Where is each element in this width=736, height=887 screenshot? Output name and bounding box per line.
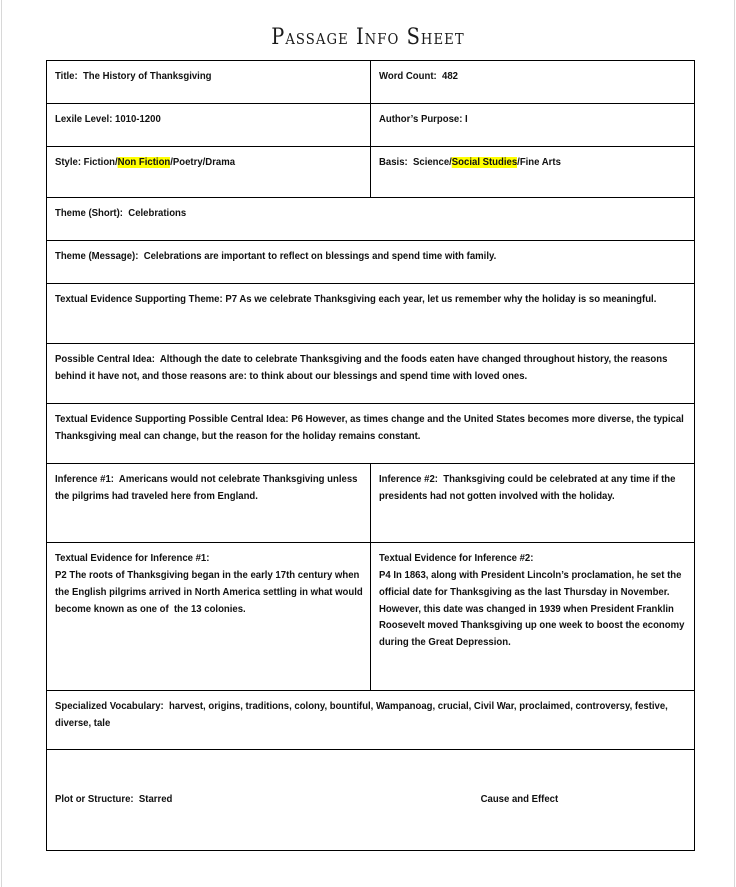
table-row [47,198,695,241]
textual-evidence-theme-text: Textual Evidence Supporting Theme: P7 As we celebrate Thanksgiving each year, let us remember why the holiday is so meaningful. [55,294,657,305]
cell-textual-evidence-inference-1 [47,543,371,691]
word-count-text: Word Count: 482 [379,71,458,82]
cell-inference-2 [371,464,695,543]
textual-evidence-central-idea-text: Textual Evidence Supporting Possible Central Idea: P6 However, as times change and the United States becomes more diverse, the typical Thanksgiving meal can change, but the reason for the holiday remains constant. [55,414,687,442]
style-prefix: Style: Fiction/ [55,157,118,168]
cell-possible-central-idea [47,344,695,404]
basis-highlight: Social Studies [451,157,518,168]
possible-central-idea-text: Possible Central Idea: Although the date to celebrate Thanksgiving and the foods eaten have changed throughout history, the reasons behind it have not, and those reasons are: to think about our blessings and spend time with loved ones. [55,354,671,382]
textual-evidence-inference-1-heading: Textual Evidence for Inference #1: [55,553,210,564]
table-row [47,61,695,104]
cell-plot-or-structure [47,750,695,851]
style-text [55,155,363,172]
cell-style [47,147,371,198]
table-row [47,543,695,691]
plot-or-structure-secondary: Cause and Effect [480,793,559,805]
cell-theme-short [47,198,695,241]
cell-title [47,61,371,104]
cell-specialized-vocabulary [47,691,695,750]
inference-1-text: Inference #1: Americans would not celebrate Thanksgiving unless the pilgrims had traveled here from England. [55,474,361,502]
cell-theme-message [47,241,695,284]
basis-prefix: Basis: Science/ [379,157,452,168]
authors-purpose-text: Author’s Purpose: I [379,114,468,125]
cell-textual-evidence-central-idea [47,404,695,464]
lexile-level-text: Lexile Level: 1010-1200 [55,114,161,125]
table-row [47,404,695,464]
style-highlight: Non Fiction [117,157,171,168]
cell-basis [371,147,695,198]
plot-or-structure-row [55,758,687,842]
cell-textual-evidence-theme [47,284,695,344]
theme-message-text: Theme (Message): Celebrations are important to reflect on blessings and spend time with family. [55,251,497,262]
basis-suffix: /Fine Arts [517,157,561,168]
inference-2-text: Inference #2: Thanksgiving could be celebrated at any time if the presidents had not gotten involved with the holiday. [379,474,679,502]
passage-info-table [46,60,695,851]
title-text: Title: The History of Thanksgiving [55,71,212,82]
table-row [47,464,695,543]
basis-text [379,155,687,172]
theme-short-text: Theme (Short): Celebrations [55,208,187,219]
cell-textual-evidence-inference-2 [371,543,695,691]
textual-evidence-inference-2-heading: Textual Evidence for Inference #2: [379,553,534,564]
table-row [47,241,695,284]
page-title: Passage Info Sheet [271,25,465,50]
table-row [47,750,695,851]
textual-evidence-inference-1-body: P2 The roots of Thanksgiving began in the early 17th century when the English pilgrims arrived in North America settling in what would become known as one of the 13 colonies. [55,569,366,615]
table-row [47,147,695,198]
cell-inference-1 [47,464,371,543]
table-row [47,691,695,750]
specialized-vocabulary-text: Specialized Vocabulary: harvest, origins, traditions, colony, bountiful, Wampanoag, crucial, Civil War, proclaimed, controversy, festive, diverse, tale [55,701,671,729]
cell-lexile-level [47,104,371,147]
table-row [47,344,695,404]
table-row [47,284,695,344]
plot-or-structure-text: Plot or Structure: Starred [55,793,173,805]
textual-evidence-inference-2-body: P4 In 1863, along with President Lincoln’s proclamation, he set the official date for Thanksgiving as the last Thursday in November. However, this date was changed in 1939 when President Franklin Roosevelt moved Thanksgiving up one week to boost the economy during the Great Depression. [379,569,688,649]
cell-word-count [371,61,695,104]
cell-authors-purpose [371,104,695,147]
table-row [47,104,695,147]
style-suffix: /Poetry/Drama [170,157,236,168]
